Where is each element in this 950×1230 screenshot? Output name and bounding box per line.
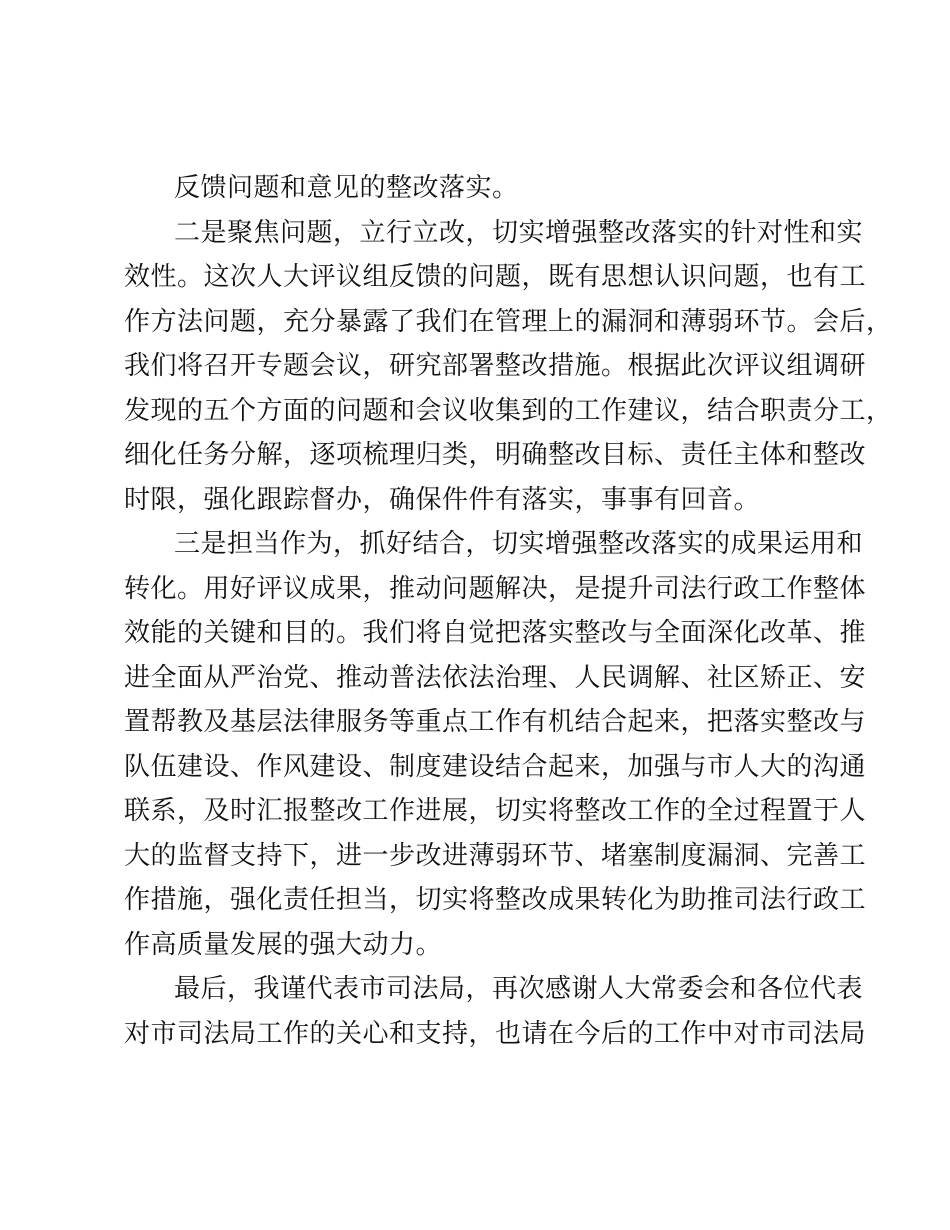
- text-line: 联系，及时汇报整改工作进展，切实将整改工作的全过程置于人: [124, 796, 867, 826]
- text-line: 作措施，强化责任担当，切实将整改成果转化为助推司法行政工: [124, 885, 867, 915]
- text-line: 我们将召开专题会议，研究部署整改措施。根据此次评议组调研: [124, 351, 867, 381]
- text-line: 转化。用好评议成果，推动问题解决，是提升司法行政工作整体: [124, 573, 867, 604]
- text-line: 置帮教及基层法律服务等重点工作有机结合起来，把落实整改与: [124, 707, 867, 737]
- text-line: 反馈问题和意见的整改落实。: [174, 173, 519, 203]
- text-line: 队伍建设、作风建设、制度建设结合起来，加强与市人大的沟通: [124, 751, 867, 782]
- text-line: 大的监督支持下，进一步改进薄弱环节、堵塞制度漏洞、完善工: [124, 840, 867, 871]
- text-line: 时限，强化跟踪督办，确保件件有落实，事事有回音。: [124, 484, 761, 515]
- text-line: 进全面从严治党、推动普法依法治理、人民调解、社区矫正、安: [124, 662, 867, 693]
- text-line: 效能的关键和目的。我们将自觉把落实整改与全面深化改革、推: [124, 618, 867, 648]
- text-line: 发现的五个方面的问题和会议收集到的工作建议，结合职责分工，: [124, 395, 893, 426]
- text-line: 作高质量发展的强大动力。: [124, 929, 443, 960]
- paragraph-4-start: 最后，我谨代表市司法局，再次感谢人大常委会和各位代表: [174, 974, 864, 1004]
- text-line: 细化任务分解，逐项梳理归类，明确整改目标、责任主体和整改: [124, 440, 867, 470]
- body-text: [124, 166, 893, 1056]
- text-line: 作方法问题，充分暴露了我们在管理上的漏洞和薄弱环节。会后，: [124, 306, 893, 337]
- paragraph-2-start: 二是聚焦问题，立行立改，切实增强整改落实的针对性和实: [174, 217, 864, 248]
- paragraph-3-start: 三是担当作为，抓好结合，切实增强整改落实的成果运用和: [174, 529, 864, 559]
- text-line: 效性。这次人大评议组反馈的问题，既有思想认识问题，也有工: [124, 262, 867, 292]
- text-line: 对市司法局工作的关心和支持，也请在今后的工作中对市司法局: [124, 1018, 867, 1049]
